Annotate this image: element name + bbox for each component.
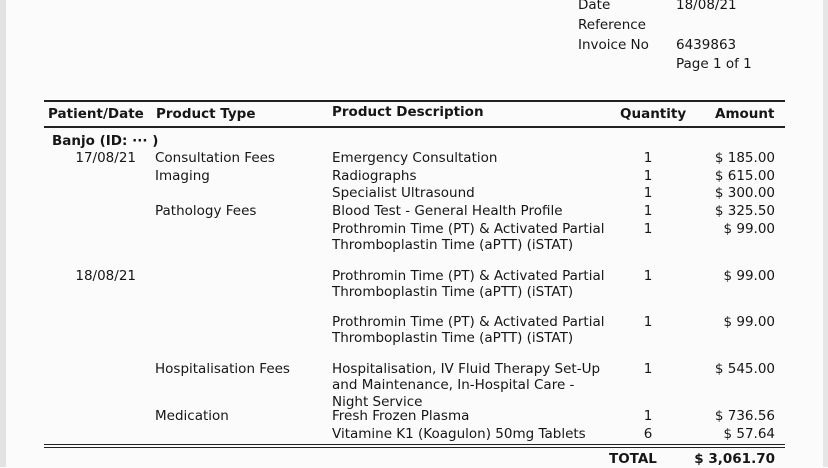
row-description: Fresh Frozen Plasma: [332, 408, 470, 424]
date-value: 18/08/21: [676, 0, 737, 13]
total-rule-top: [44, 444, 785, 445]
row-quantity: 6: [643, 426, 653, 442]
column-header-quantity: Quantity: [620, 106, 687, 122]
row-amount: $ 300.00: [714, 185, 775, 201]
table-header-rule: [44, 126, 785, 128]
page-edge-left: [0, 0, 6, 467]
row-quantity: 1: [643, 168, 653, 184]
row-date: 18/08/21: [75, 268, 136, 284]
column-header-product-type: Product Type: [156, 106, 256, 122]
row-description: Prothromin Time (PT) & Activated Partial Thromboplastin Time (aPTT) (iSTAT): [332, 221, 605, 254]
row-quantity: 1: [643, 314, 653, 330]
row-amount: $ 615.00: [714, 168, 775, 184]
page-edge-right: [823, 0, 828, 467]
row-amount: $ 99.00: [723, 268, 775, 284]
row-description: Blood Test - General Health Profile: [332, 203, 563, 219]
column-header-description: Product Description: [332, 104, 484, 120]
row-amount: $ 99.00: [723, 221, 775, 237]
total-value: $ 3,061.70: [694, 451, 775, 467]
row-description: Specialist Ultrasound: [332, 185, 475, 201]
row-description: Emergency Consultation: [332, 150, 498, 166]
row-type: Hospitalisation Fees: [155, 361, 290, 377]
row-type: Medication: [155, 408, 229, 424]
row-quantity: 1: [643, 185, 653, 201]
table-top-rule: [44, 100, 785, 102]
row-amount: $ 736.56: [714, 408, 775, 424]
column-header-patient-date: Patient/Date: [48, 106, 144, 122]
row-description: Vitamine K1 (Koagulon) 50mg Tablets: [332, 426, 586, 442]
row-type: Pathology Fees: [155, 203, 257, 219]
row-quantity: 1: [643, 361, 653, 377]
row-quantity: 1: [643, 268, 653, 284]
column-header-amount: Amount: [715, 106, 775, 122]
page-indicator: Page 1 of 1: [676, 56, 752, 72]
row-quantity: 1: [643, 150, 653, 166]
row-date: 17/08/21: [75, 150, 136, 166]
total-rule-bottom: [44, 447, 785, 448]
row-amount: $ 325.50: [714, 203, 775, 219]
row-amount: $ 99.00: [723, 314, 775, 330]
total-label: TOTAL: [609, 451, 657, 467]
row-quantity: 1: [643, 221, 653, 237]
row-description: Hospitalisation, IV Fluid Therapy Set-Up and Maintenance, In-Hospital Care - Night Service: [332, 361, 601, 410]
row-type: Imaging: [155, 168, 210, 184]
row-amount: $ 57.64: [723, 426, 775, 442]
invoice-number-value: 6439863: [676, 37, 737, 53]
row-description: Prothromin Time (PT) & Activated Partial Thromboplastin Time (aPTT) (iSTAT): [332, 314, 605, 347]
row-quantity: 1: [643, 408, 653, 424]
row-quantity: 1: [643, 203, 653, 219]
row-amount: $ 545.00: [714, 361, 775, 377]
row-amount: $ 185.00: [714, 150, 775, 166]
row-type: Consultation Fees: [155, 150, 275, 166]
patient-name: Banjo (ID: ··· ): [52, 133, 159, 149]
invoice-number-label: Invoice No: [578, 37, 649, 53]
date-label: Date: [578, 0, 611, 13]
reference-label: Reference: [578, 17, 646, 33]
row-description: Radiographs: [332, 168, 417, 184]
row-description: Prothromin Time (PT) & Activated Partial Thromboplastin Time (aPTT) (iSTAT): [332, 268, 605, 301]
